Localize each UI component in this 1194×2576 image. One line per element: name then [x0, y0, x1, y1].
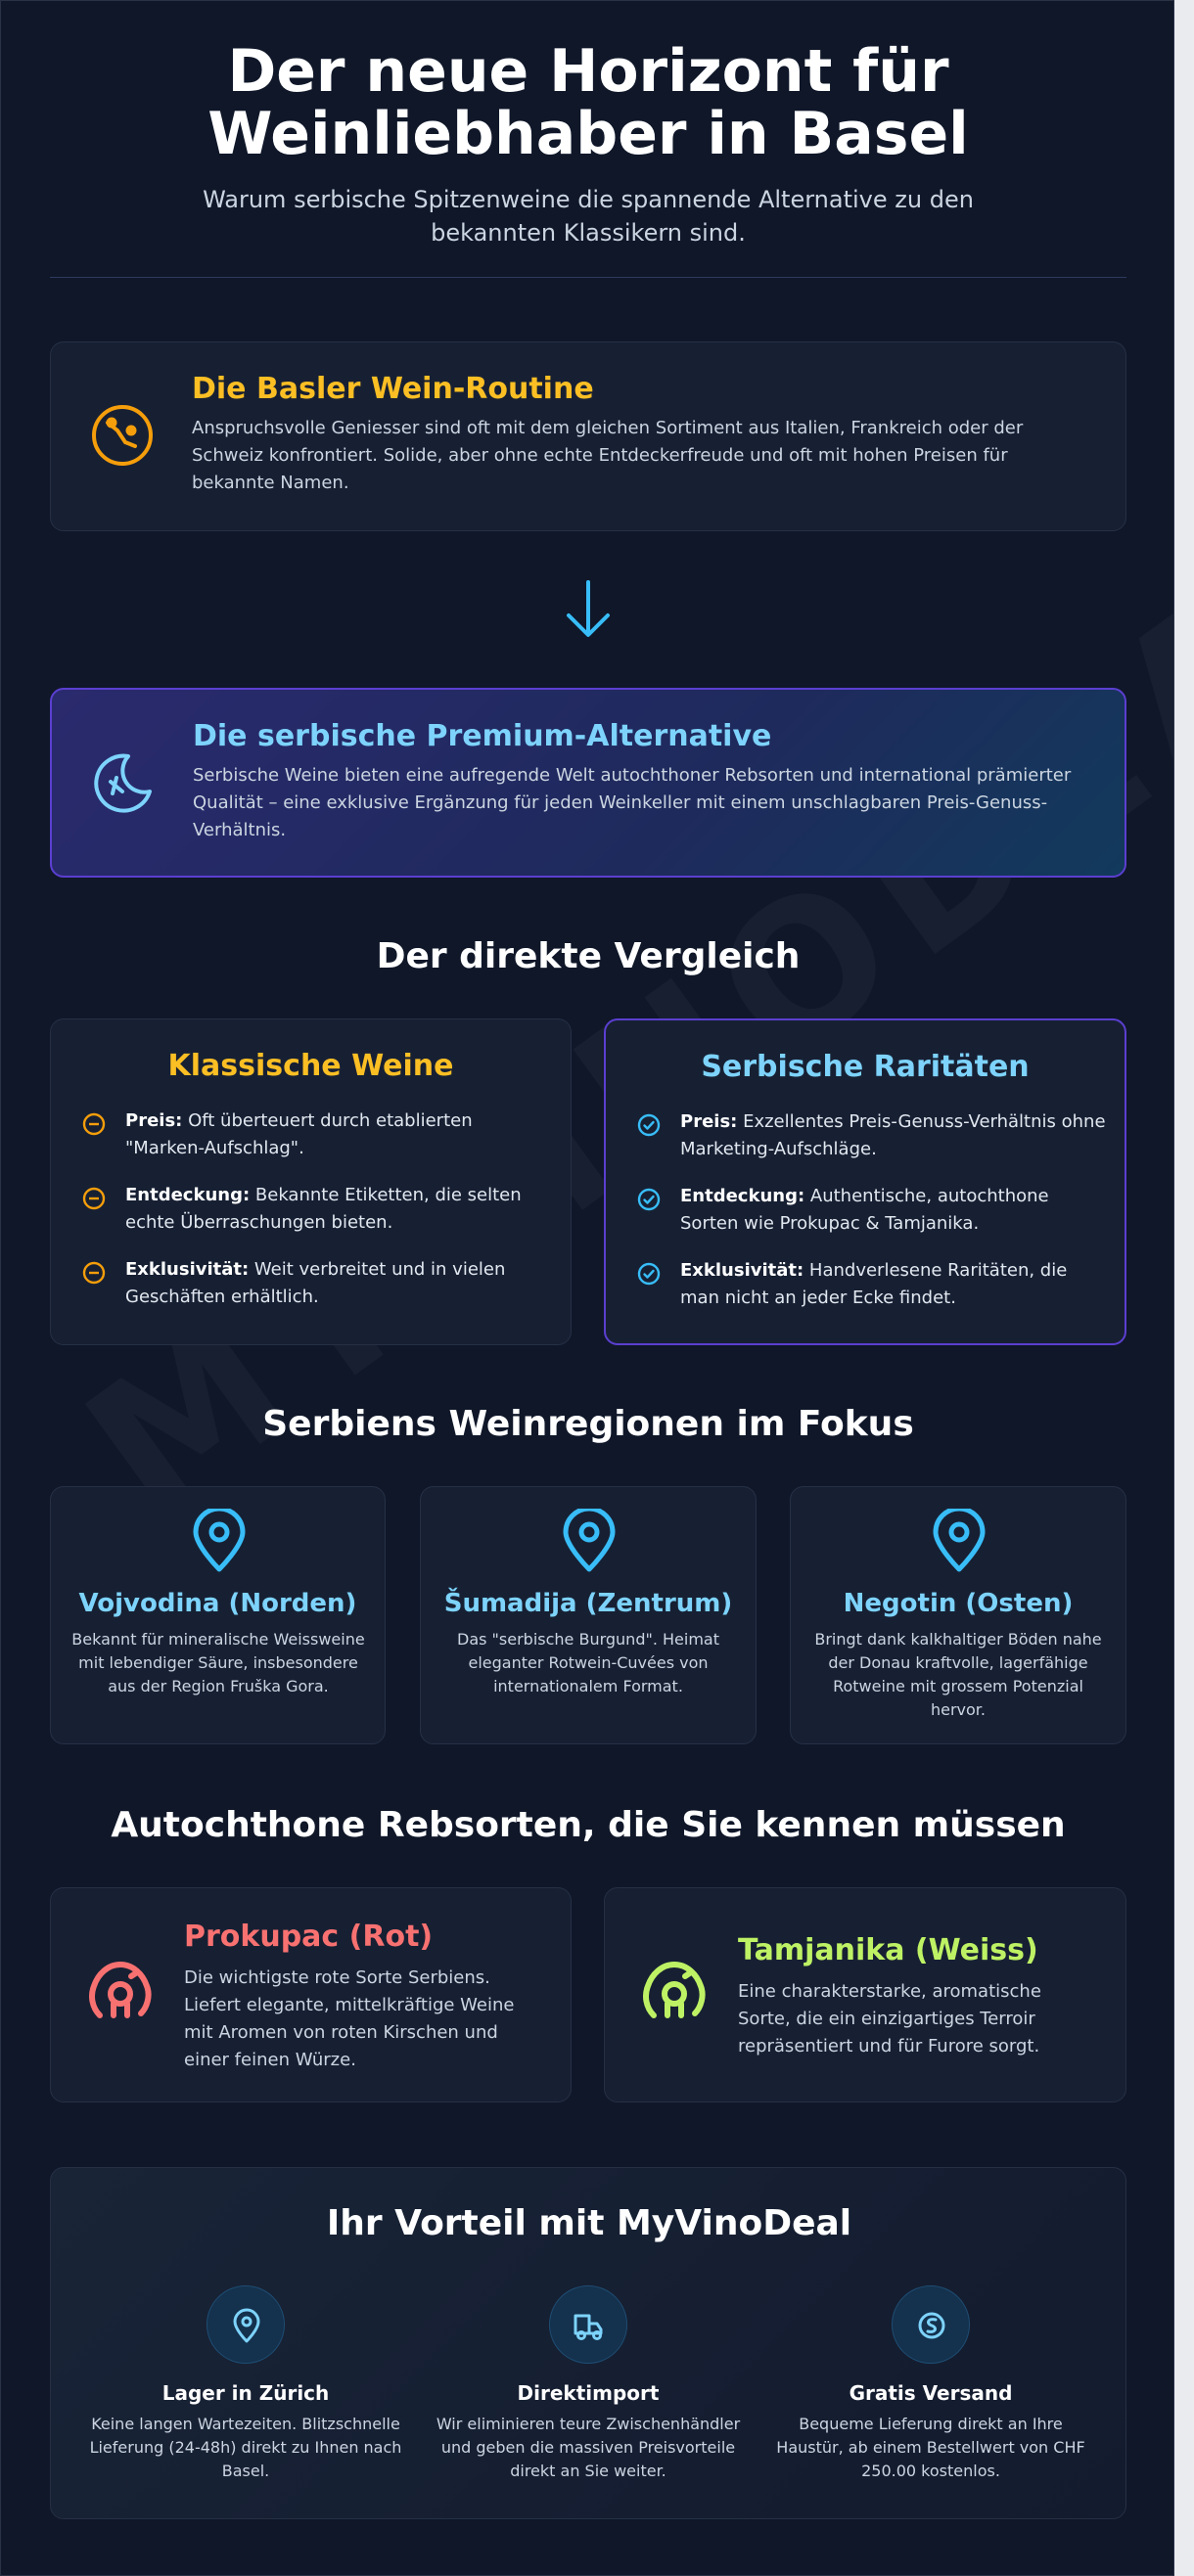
- serbian-item-price: Preis: Exzellentes Preis-Genuss-Verhältnis ohne Marketing-Aufschläge.: [680, 1111, 1106, 1159]
- advantages-card: [50, 2167, 1126, 2519]
- alternative-card: [50, 688, 1126, 878]
- cookie-icon: [88, 401, 157, 474]
- advantage-text: Wir eliminieren teure Zwischenhändler und geben die massiven Preisvorteile direkt an Sie weiter.: [436, 2415, 741, 2480]
- check-circle-icon: [637, 1188, 661, 1215]
- advantage-title: Lager in Zürich: [161, 2381, 330, 2405]
- grape-text: Eine charakterstarke, aromatische Sorte, die ein einzigartiges Terroir repräsentiert und für Furore sorgt.: [738, 1981, 1041, 2056]
- map-pin-icon: [930, 1509, 988, 1577]
- minus-circle-icon: [82, 1187, 106, 1214]
- coin-icon: [893, 2286, 971, 2365]
- grape-text: Die wichtigste rote Sorte Serbiens. Liefert elegante, mittelkräftige Weine mit Aromen von roten Kirschen und einer feinen Würze.: [184, 1967, 515, 2070]
- classic-title: Klassische Weine: [167, 1049, 454, 1083]
- grape-card-prokupac: [50, 1887, 572, 2102]
- grape-card-tamjanika: [604, 1887, 1126, 2102]
- truck-icon: [550, 2286, 628, 2365]
- classic-item-exclusivity: Exklusivität: Weit verbreitet und in vielen Geschäften erhältlich.: [125, 1259, 506, 1307]
- check-circle-icon: [637, 1113, 661, 1141]
- routine-text: Anspruchsvolle Geniesser sind oft mit dem gleichen Sortiment aus Italien, Frankreich oder der Schweiz konfrontiert. Solide, aber ohne echte Entdeckerfreude und oft mit hohen Preisen für bekannte Namen.: [192, 418, 1024, 493]
- advantage-title: Direktimport: [517, 2381, 660, 2405]
- grape-title: Prokupac (Rot): [184, 1920, 434, 1954]
- page-title: Der neue Horizont für Weinliebhaber in Basel: [207, 37, 969, 168]
- map-pin-icon: [190, 1509, 249, 1577]
- map-pin-icon: [560, 1509, 619, 1577]
- region-title: Vojvodina (Norden): [78, 1589, 357, 1618]
- region-title: Šumadija (Zentrum): [443, 1589, 733, 1618]
- hero: [1, 37, 1174, 249]
- alternative-text: Serbische Weine bieten eine aufregende Welt autochthoner Rebsorten und international prämierter Qualität – eine exklusive Ergänzung für jeden Weinkeller mit einem unschlagbaren Preis-Genuss-Verhältnis.: [193, 765, 1072, 840]
- advantages-heading: Ihr Vorteil mit MyVinoDeal: [326, 2203, 852, 2243]
- serbian-item-exclusivity: Exklusivität: Handverlesene Raritäten, die man nicht an jeder Ecke findet.: [680, 1260, 1068, 1308]
- serbian-item-discovery: Entdeckung: Authentische, autochthone Sorten wie Prokupac & Tamjanika.: [680, 1186, 1049, 1234]
- moon-icon: [89, 748, 158, 821]
- location-icon: [207, 2286, 286, 2365]
- advantage-text: Keine langen Wartezeiten. Blitzschnelle Lieferung (24-48h) direkt zu Ihnen nach Basel.: [89, 2415, 402, 2480]
- region-title: Negotin (Osten): [843, 1589, 1074, 1618]
- classic-item-price: Preis: Oft überteuert durch etablierten "Marken-Aufschlag".: [125, 1110, 473, 1158]
- grape-icon: [86, 1955, 155, 2027]
- region-card-vojvodina: [50, 1486, 386, 1744]
- grape-icon: [640, 1955, 709, 2027]
- arrow-down-icon: [563, 578, 614, 643]
- hero-divider: [50, 277, 1126, 278]
- advantage-text: Bequeme Lieferung direkt an Ihre Haustür, ab einem Bestellwert von CHF 250.00 kostenlos.: [776, 2415, 1085, 2480]
- region-text: Bekannt für mineralische Weissweine mit lebendiger Säure, insbesondere aus der Region Fruška Gora.: [71, 1630, 365, 1695]
- routine-title: Die Basler Wein-Routine: [192, 372, 594, 406]
- check-circle-icon: [637, 1262, 661, 1289]
- region-text: Bringt dank kalkhaltiger Böden nahe der Donau kraftvolle, lagerfähige Rotweine mit grossem Potenzial hervor.: [814, 1630, 1102, 1719]
- serbian-title: Serbische Raritäten: [701, 1050, 1030, 1084]
- comparison-heading: Der direkte Vergleich: [376, 936, 801, 976]
- serbian-card: [604, 1018, 1126, 1345]
- advantage-icon-circle: [549, 2285, 627, 2364]
- grapes-heading: Autochthone Rebsorten, die Sie kennen müssen: [111, 1805, 1066, 1845]
- minus-circle-icon: [82, 1261, 106, 1288]
- classic-card: [50, 1018, 572, 1345]
- page-subtitle: Warum serbische Spitzenweine die spannende Alternative zu den bekannten Klassikern sind.: [203, 186, 974, 247]
- minus-circle-icon: [82, 1112, 106, 1140]
- region-text: Das "serbische Burgund". Heimat eleganter Rotwein-Cuvées von internationalem Format.: [457, 1630, 719, 1695]
- alternative-title: Die serbische Premium-Alternative: [193, 719, 772, 753]
- grape-title: Tamjanika (Weiss): [738, 1933, 1038, 1967]
- region-card-negotin: [790, 1486, 1126, 1744]
- advantage-icon-circle: [207, 2285, 285, 2364]
- classic-item-discovery: Entdeckung: Bekannte Etiketten, die selten echte Überraschungen bieten.: [125, 1185, 522, 1233]
- routine-card: [50, 341, 1126, 531]
- region-card-sumadija: [420, 1486, 757, 1744]
- regions-heading: Serbiens Weinregionen im Fokus: [262, 1404, 914, 1444]
- advantage-icon-circle: [892, 2285, 970, 2364]
- advantage-title: Gratis Versand: [849, 2381, 1013, 2405]
